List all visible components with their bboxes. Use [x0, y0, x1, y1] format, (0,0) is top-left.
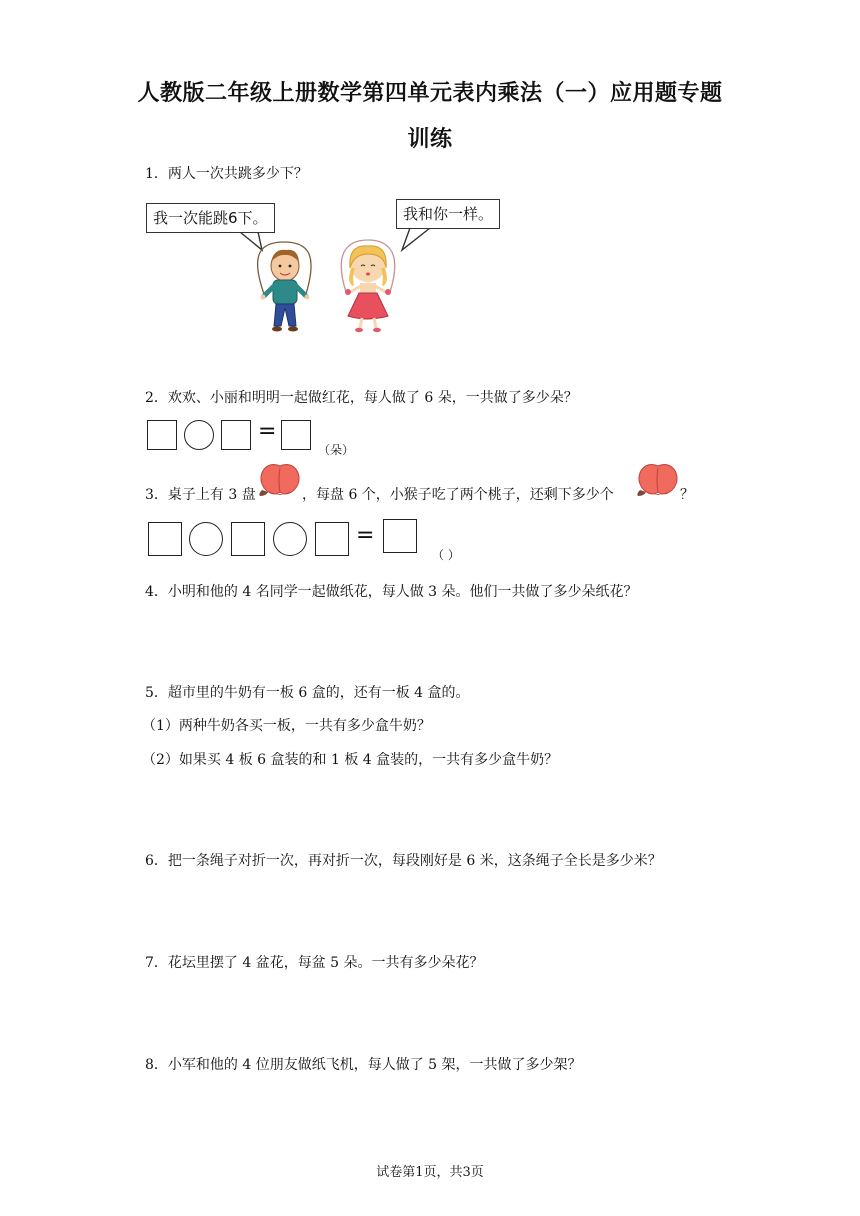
peach-icon: [258, 460, 302, 498]
page-footer: 试卷第1页，共3页: [376, 1165, 484, 1180]
page-title: 人教版二年级上册数学第四单元表内乘法（一）应用题专题: [137, 81, 723, 106]
question-4: 4．小明和他的 4 名同学一起做纸花，每人做 3 朵。他们一共做了多少朵纸花？: [145, 584, 638, 600]
question-3-part3: ？: [680, 487, 694, 503]
equals-sign: =: [258, 419, 277, 444]
unit-label: （朵）: [318, 443, 355, 457]
bubble-tail-boy: [240, 232, 262, 250]
question-5-sub1: （1）两种牛奶各买一板，一共有多少盒牛奶？: [142, 718, 431, 734]
answer-box[interactable]: [221, 420, 251, 450]
speech-bubble-boy: 我一次能跳6下。: [146, 203, 275, 233]
speech-bubble-girl: 我和你一样。: [396, 199, 500, 229]
question-6: 6．把一条绳子对折一次，再对折一次，每段刚好是 6 米，这条绳子全长是多少米？: [145, 853, 662, 869]
answer-box[interactable]: [281, 420, 311, 450]
question-2: 2．欢欢、小丽和明明一起做红花，每人做了 6 朵，一共做了多少朵？: [145, 390, 578, 406]
question-3-part2: ，每盘 6 个，小猴子吃了两个桃子，还剩下多少个: [302, 487, 614, 503]
bubble-tail-girl: [402, 228, 430, 250]
answer-box[interactable]: [147, 420, 177, 450]
question-1: 1．两人一次共跳多少下？: [145, 166, 308, 182]
operator-circle[interactable]: [189, 522, 223, 556]
unit-label: （ ）: [432, 548, 460, 562]
girl-jump-rope-figure: [341, 240, 394, 332]
question-8: 8．小军和他的 4 位朋友做纸飞机，每人做了 5 架，一共做了多少架？: [145, 1057, 582, 1073]
operator-circle[interactable]: [273, 522, 307, 556]
operator-circle[interactable]: [184, 420, 214, 450]
answer-box[interactable]: [148, 522, 182, 556]
question-5-sub2: （2）如果买 4 板 6 盒装的和 1 板 4 盒装的，一共有多少盒牛奶？: [142, 752, 559, 768]
answer-box[interactable]: [383, 519, 417, 553]
question-3-part1: 3．桌子上有 3 盘: [145, 487, 256, 503]
question-5: 5．超市里的牛奶有一板 6 盒的，还有一板 4 盒的。: [145, 685, 470, 701]
equals-sign: =: [356, 523, 375, 548]
answer-box[interactable]: [231, 522, 265, 556]
peach-icon: [636, 460, 680, 498]
question-7: 7．花坛里摆了 4 盆花，每盆 5 朵。一共有多少朵花？: [145, 955, 484, 971]
page-title-line2: 训练: [407, 127, 453, 152]
boy-jump-rope-figure: [258, 242, 311, 332]
answer-box[interactable]: [315, 522, 349, 556]
